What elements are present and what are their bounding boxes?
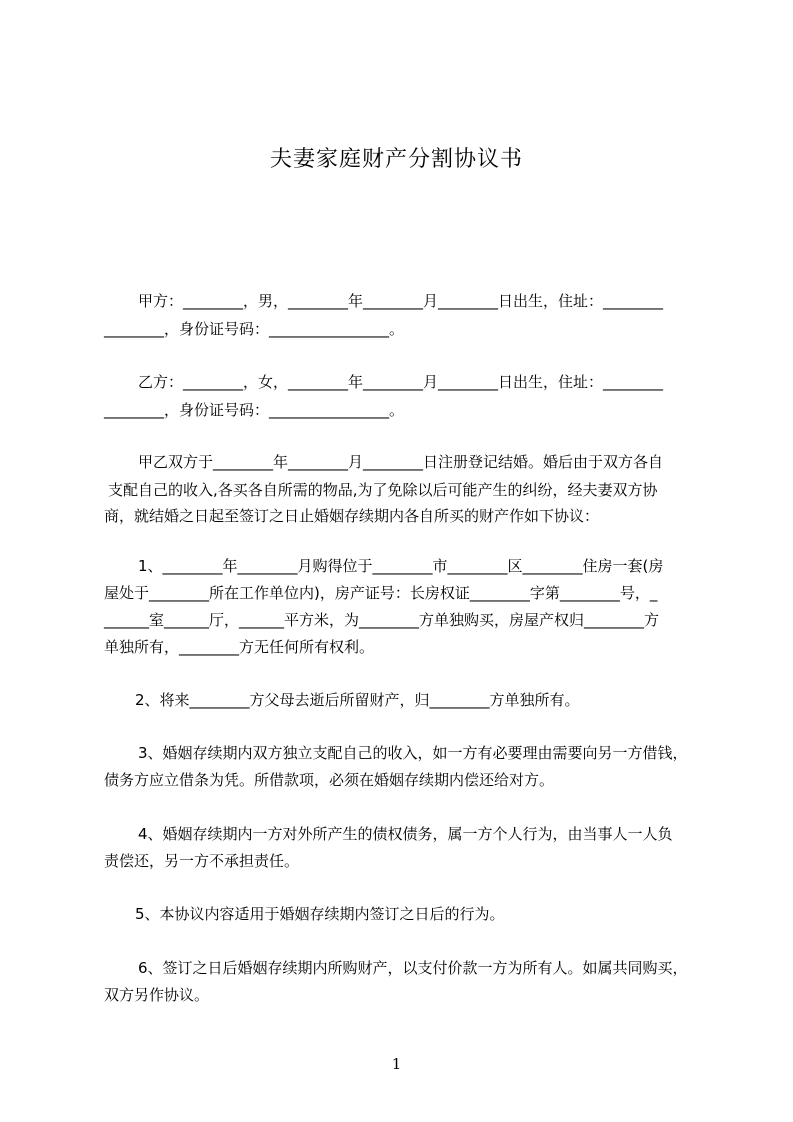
page-number: 1 bbox=[391, 1055, 402, 1073]
clause-1-line-2: 屋处于________所在工作单位内)，房产证号：长房权证________字第________号，_ bbox=[104, 584, 658, 602]
party-b-line-1: 乙方：________，女，________年________月________日出生，住址：________ bbox=[138, 373, 664, 391]
clause-6-line-1: 6、签订之日后婚姻存续期内所购财产，以支付价款一方为所有人。如属共同购买， bbox=[138, 959, 688, 977]
clause-4-line-1: 4、婚姻存续期内一方对外所产生的债权债务，属一方个人行为，由当事人一人负 bbox=[138, 825, 673, 843]
clause-3-line-2: 债务方应立借条为凭。所借款项，必须在婚姻存续期内偿还给对方。 bbox=[104, 771, 555, 789]
intro-line-3: 商，就结婚之日起至签订之日止婚姻存续期内各自所买的财产作如下协议： bbox=[104, 507, 600, 525]
clause-1-line-3: ______室______厅，______平方米，为________方单独购买，房屋产权归________方 bbox=[104, 611, 660, 629]
party-b-line-2: ________，身份证号码：________________。 bbox=[104, 401, 405, 419]
clause-1-line-1: 1、________年________月购得位于________市________区________住房一套(房 bbox=[138, 557, 664, 575]
intro-line-1: 甲乙双方于________年________月________日注册登记结婚。婚后由于双方各自 bbox=[138, 453, 664, 471]
clause-3-line-1: 3、婚姻存续期内双方独立支配自己的收入，如一方有必要理由需要向另一方借钱， bbox=[138, 744, 688, 762]
clause-1-line-4: 单独所有，________方无任何所有权利。 bbox=[104, 638, 375, 656]
document-title: 夫妻家庭财产分割协议书 bbox=[269, 147, 523, 172]
clause-5-line-1: 5、本协议内容适用于婚姻存续期内签订之日后的行为。 bbox=[135, 905, 505, 923]
intro-line-2: 支配自己的收入,各买各自所需的物品,为了免除以后可能产生的纠纷，经夫妻双方协 bbox=[108, 481, 658, 499]
clause-6-line-2: 双方另作协议。 bbox=[104, 986, 210, 1004]
party-a-line-2: ________，身份证号码：________________。 bbox=[104, 320, 405, 338]
party-a-line-1: 甲方：________，男，________年________月________日出生，住址：________ bbox=[138, 292, 664, 310]
clause-4-line-2: 责偿还，另一方不承担责任。 bbox=[104, 852, 300, 870]
clause-2-line-1: 2、将来________方父母去逝后所留财产，归________方单独所有。 bbox=[135, 691, 580, 709]
